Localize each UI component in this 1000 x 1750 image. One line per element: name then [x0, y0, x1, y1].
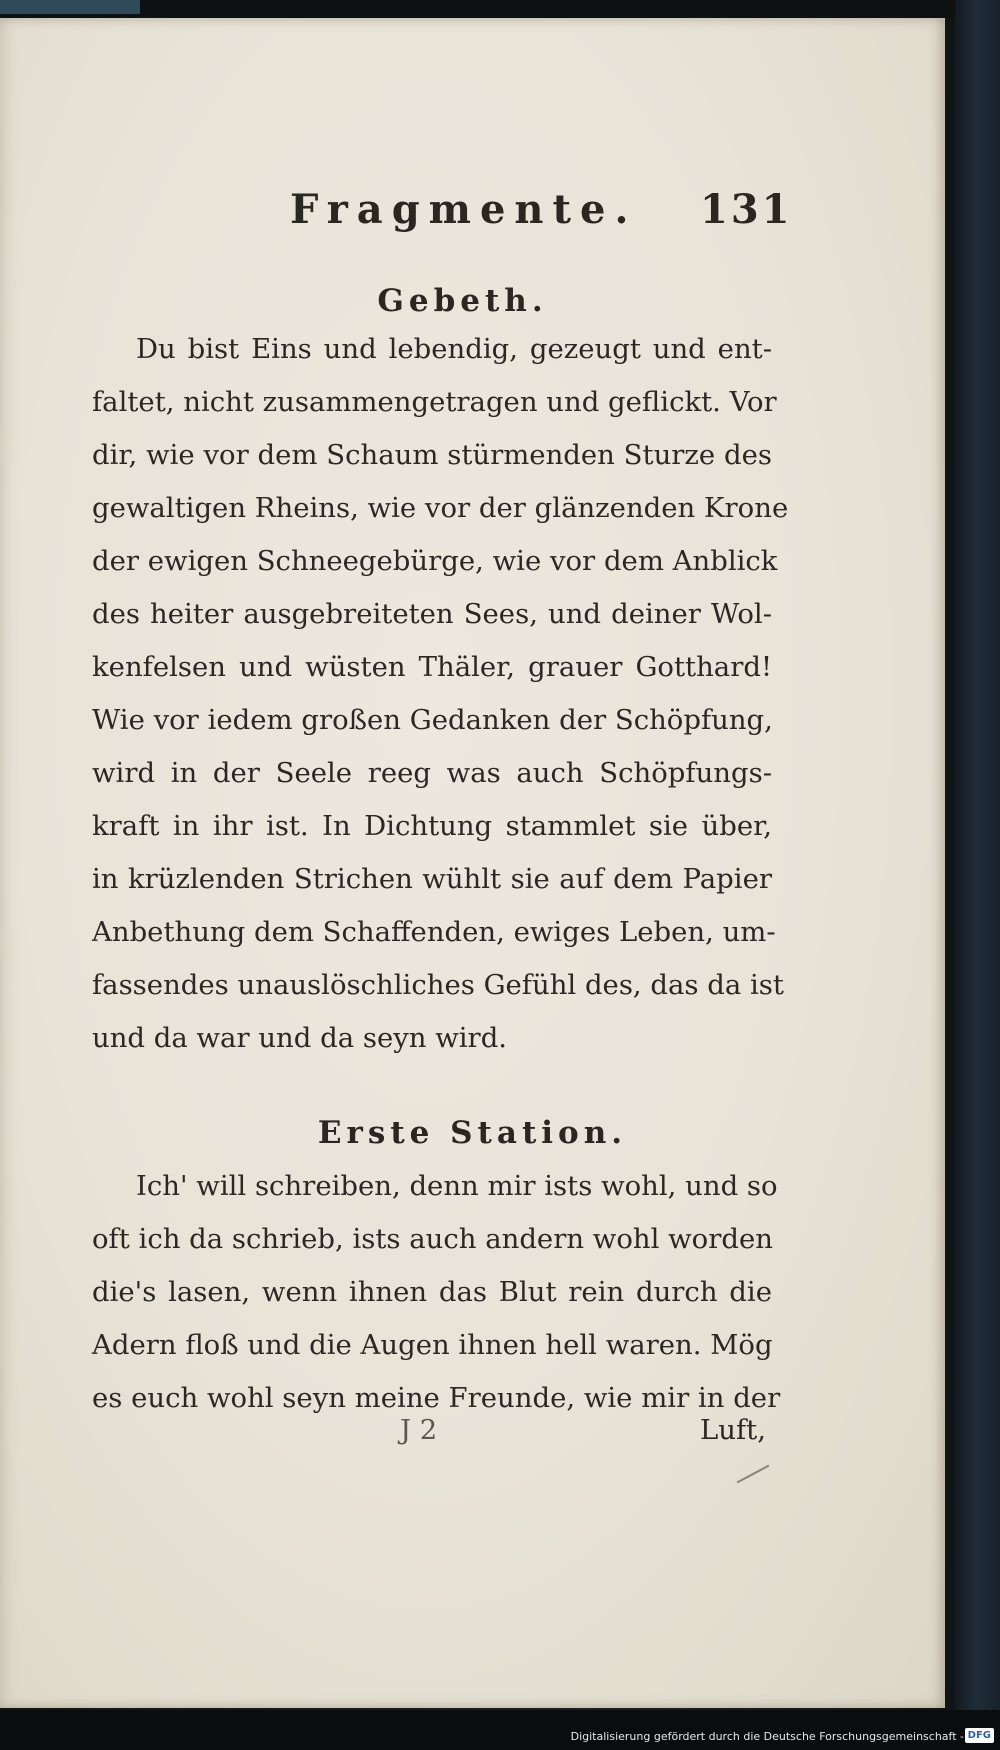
dfg-logo: DFG [965, 1728, 994, 1743]
page-footer [0, 1414, 945, 1464]
text-line: gewaltigen Rheins, wie vor der glänzenden Krone [92, 492, 789, 524]
book-top-edge [0, 0, 1000, 18]
text-line: es euch wohl seyn meine Freunde, wie mir in der [92, 1382, 781, 1414]
text-line: der ewigen Schneegebürge, wie vor dem Anblick [92, 545, 778, 577]
text-line: und da war und da seyn wird. [92, 1022, 508, 1054]
text-line: Du bist Eins und lebendig, gezeugt und ent- [136, 333, 772, 365]
book-fore-edge [955, 0, 1000, 1710]
catchword: Luft, [700, 1414, 766, 1446]
text-line: die's lasen, wenn ihnen das Blut rein durch die [92, 1276, 772, 1308]
running-title: Fragmente. [290, 186, 638, 233]
text-line: Adern floß und die Augen ihnen hell waren. Mög [92, 1329, 773, 1361]
text-line: fassendes unauslöschliches Gefühl des, das da ist [92, 969, 784, 1001]
text-line: wird in der Seele reeg was auch Schöpfungs- [92, 757, 772, 789]
book-page [0, 18, 945, 1708]
page-number: 131 [700, 186, 793, 233]
text-line: des heiter ausgebreiteten Sees, und deiner Wol- [92, 598, 772, 630]
paragraph-gebeth [92, 323, 789, 1065]
pencil-mark [737, 1465, 770, 1484]
section-title-erste-station: Erste Station. [317, 1115, 628, 1151]
text-line: in krüzlenden Strichen wühlt sie auf dem Papier [92, 863, 772, 895]
text-line: kenfelsen und wüsten Thäler, grauer Gotthard! [92, 651, 772, 683]
text-line: oft ich da schrieb, ists auch andern wohl worden [92, 1223, 773, 1255]
signature-mark: J 2 [400, 1414, 438, 1446]
section-title-gebeth: Gebeth. [377, 283, 548, 319]
page-header [0, 186, 945, 246]
paragraph-erste-station [92, 1160, 781, 1425]
text-line: kraft in ihr ist. In Dichtung stammlet sie über, [92, 810, 772, 842]
digitization-credit: Digitalisierung gefördert durch die Deutsche Forschungsgemeinschaft - [570, 1730, 964, 1743]
text-line: Anbethung dem Schaffenden, ewiges Leben, um- [92, 916, 776, 948]
text-line: Wie vor iedem großen Gedanken der Schöpfung, [92, 704, 773, 736]
binding-strip [0, 0, 140, 14]
text-line: Ich' will schreiben, denn mir ists wohl, und so [136, 1170, 778, 1202]
text-line: dir, wie vor dem Schaum stürmenden Sturze des [92, 439, 772, 471]
text-line: faltet, nicht zusammengetragen und geflickt. Vor [92, 386, 777, 418]
